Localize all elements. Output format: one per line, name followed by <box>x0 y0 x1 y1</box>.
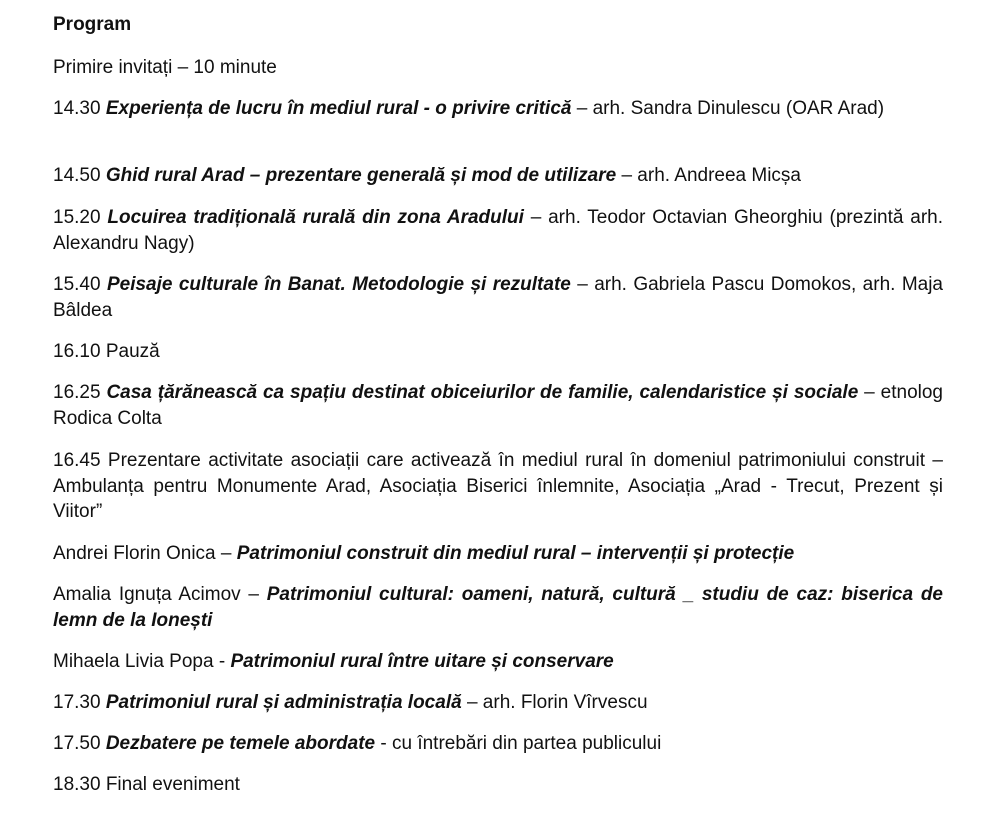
program-item-text: – arh. Sandra Dinulescu (OAR Arad) <box>571 98 885 119</box>
program-item-text: 15.20 <box>53 207 108 228</box>
program-item-topic: Patrimoniul rural și administrația locală <box>105 692 462 713</box>
program-item <box>53 731 943 757</box>
program-item-topic: Ghid rural Arad – prezentare generală și mod de utilizare <box>105 165 617 186</box>
program-item-text: – arh. Andreea Micșa <box>616 165 801 186</box>
program-item <box>53 380 943 431</box>
program-item-topic: Casa țărănească ca spațiu destinat obiceiurilor de familie, calendaristice și sociale <box>106 382 859 403</box>
program-item-text: 18.30 Final eveniment <box>53 774 240 795</box>
program-item-topic: Dezbatere pe temele abordate <box>105 733 376 754</box>
program-item-text: 14.30 <box>53 98 106 119</box>
program-item-text: Mihaela Livia Popa - <box>53 651 231 672</box>
program-item-text: 17.50 <box>53 733 106 754</box>
program-item <box>53 649 943 675</box>
program-item <box>53 582 943 633</box>
program-item-text: – arh. Teodor Octavian Gheorghiu (prezintă arh. Alexandru Nagy) <box>53 207 943 254</box>
program-item-text: Primire invitați – 10 minute <box>53 57 277 78</box>
program-item-topic: Peisaje culturale în Banat. Metodologie și rezultate <box>106 274 571 295</box>
program-item-text: 16.10 Pauză <box>53 341 160 362</box>
program-item-text: - cu întrebări din partea publicului <box>375 733 662 754</box>
program-item <box>53 772 943 798</box>
program-item-topic: Patrimoniul rural între uitare și conservare <box>230 651 614 672</box>
program-item-text: 16.45 Prezentare activitate asociații care activează în mediul rural în domeniul patrimoniului construit – Ambulanța pentru Monumente Arad, Asociația Biserici înlemnite, Asociația „Arad - Trecut, Prezent și Viitor” <box>53 450 943 522</box>
program-item <box>53 690 943 716</box>
program-item-text: – arh. Gabriela Pascu Domokos, arh. Maja Bâldea <box>53 274 944 321</box>
program-item-topic: Patrimoniul construit din mediul rural – intervenții și protecție <box>236 543 795 564</box>
program-item <box>53 541 943 567</box>
program-item-topic: Locuirea tradițională rurală din zona Aradului <box>107 207 524 228</box>
program-item-text: Amalia Ignuța Acimov – <box>53 584 267 605</box>
program-item-text: – arh. Florin Vîrvescu <box>461 692 648 713</box>
program-item-topic: Patrimoniul cultural: oameni, natură, cultură _ studiu de caz: biserica de lemn de la Ionești <box>53 584 943 631</box>
program-item-text: 14.50 <box>53 165 106 186</box>
program-item <box>53 205 943 256</box>
program-item <box>53 272 943 323</box>
program-item-text: 16.25 <box>53 382 107 403</box>
program-item <box>53 55 943 81</box>
program-item-text: Andrei Florin Onica – <box>53 543 237 564</box>
program-title: Program <box>53 14 132 35</box>
program-item-text: 15.40 <box>53 274 107 295</box>
program-item <box>53 96 943 122</box>
program-item-text: 17.30 <box>53 692 106 713</box>
program-item <box>53 448 943 525</box>
program-item-text: – etnolog Rodica Colta <box>53 382 943 429</box>
program-item-topic: Experiența de lucru în mediul rural - o privire critică <box>105 98 572 119</box>
program-item <box>53 163 943 189</box>
program-item <box>53 339 943 365</box>
